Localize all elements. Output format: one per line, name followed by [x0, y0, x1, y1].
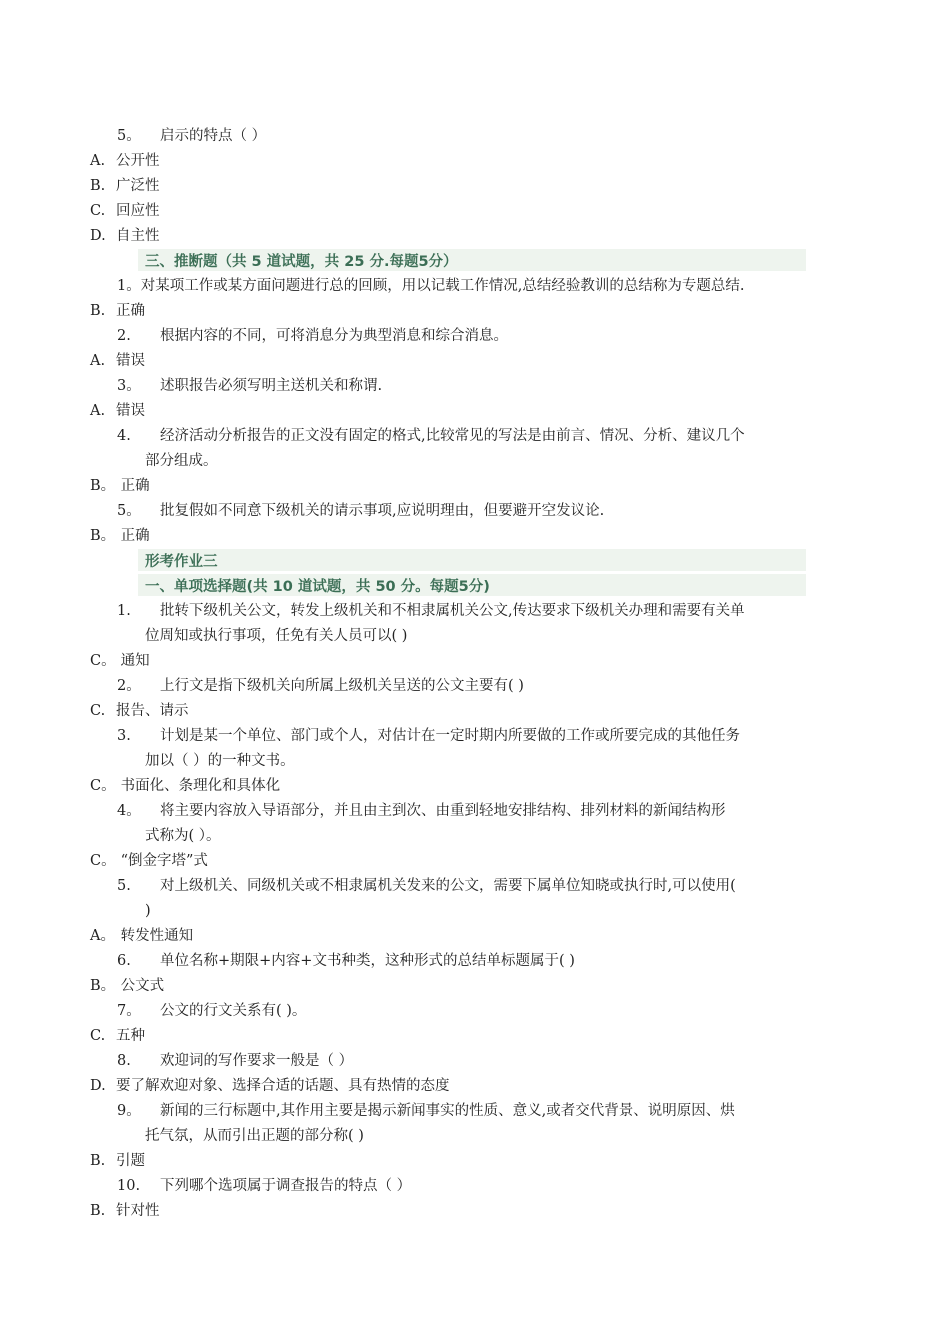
- answer-option-text: 公开性: [116, 153, 160, 169]
- answer-option-letter: B.: [90, 178, 106, 194]
- answer-option-letter: C.: [90, 203, 106, 219]
- question-text: 计划是某一个单位、部门或个人，对估计在一定时期内所要做的工作或所要完成的其他任务: [160, 728, 740, 744]
- answer-option-letter: A.: [90, 403, 106, 419]
- answer-option-text: 回应性: [116, 203, 160, 219]
- question-number: 10.: [117, 1178, 141, 1194]
- answer-option-text: “倒金字塔”式: [116, 853, 208, 869]
- answer-option-text: 正确: [116, 528, 150, 544]
- answer-option-letter: A。: [90, 928, 115, 944]
- section-heading-text: 一、单项选择题(共 10 道试题，共 50 分。每题5分): [145, 579, 490, 595]
- answer-option-letter: B。: [90, 978, 116, 994]
- answer-option-text: 自主性: [116, 228, 160, 244]
- section-heading: [138, 549, 806, 571]
- question-text: 1。对某项工作或某方面问题进行总的回顾，用以记载工作情况,总结经验教训的总结称为专题总结.: [117, 278, 745, 294]
- answer-option: [90, 851, 208, 871]
- answer-option: [90, 226, 160, 246]
- answer-option-text: 通知: [116, 653, 150, 669]
- answer-option-letter: C.: [90, 1028, 106, 1044]
- question-continuation: 式称为( ）。: [145, 828, 221, 844]
- answer-option-text: 引题: [116, 1153, 145, 1169]
- question-text: 批转下级机关公文，转发上级机关和不相隶属机关公文,传达要求下级机关办理和需要有关单: [160, 603, 745, 619]
- question-number: 5。: [117, 503, 141, 519]
- answer-option-letter: B。: [90, 478, 116, 494]
- question-number: 3。: [117, 378, 141, 394]
- question-text: 对上级机关、同级机关或不相隶属机关发来的公文，需要下属单位知晓或执行时,可以使用(: [160, 878, 736, 894]
- answer-option-text: 正确: [116, 303, 145, 319]
- question-number: 2。: [117, 678, 141, 694]
- question-text: 下列哪个选项属于调查报告的特点（ ）: [160, 1178, 412, 1194]
- answer-option: [90, 1076, 450, 1096]
- answer-option: [90, 176, 160, 196]
- question-text: 经济活动分析报告的正文没有固定的格式,比较常见的写法是由前言、情况、分析、建议几个: [160, 428, 745, 444]
- answer-option-letter: C。: [90, 853, 116, 869]
- section-heading: [138, 249, 806, 271]
- answer-option-letter: B。: [90, 528, 116, 544]
- answer-option: [90, 351, 145, 371]
- answer-option: [90, 776, 280, 796]
- question-text: 单位名称+期限+内容+文书种类，这种形式的总结单标题属于( ): [160, 953, 575, 969]
- question-number: 9。: [117, 1103, 141, 1119]
- answer-option-letter: D.: [90, 1078, 106, 1094]
- question-number: 8.: [117, 1053, 131, 1069]
- question-text: 将主要内容放入导语部分，并且由主到次、由重到轻地安排结构、排列材料的新闻结构形: [160, 803, 726, 819]
- question-text: 上行文是指下级机关向所属上级机关呈送的公文主要有( ): [160, 678, 524, 694]
- answer-option-letter: B.: [90, 1153, 106, 1169]
- question-text: 欢迎词的写作要求一般是（ ）: [160, 1053, 354, 1069]
- question-text: 根据内容的不同，可将消息分为典型消息和综合消息。: [160, 328, 508, 344]
- question-continuation: ): [145, 903, 151, 919]
- answer-option-letter: C。: [90, 778, 116, 794]
- question-number: 7。: [117, 1003, 141, 1019]
- answer-option-letter: B.: [90, 1203, 106, 1219]
- answer-option: [90, 401, 145, 421]
- question-number: 5。: [117, 128, 141, 144]
- answer-option-letter: A.: [90, 153, 106, 169]
- question-number: 2.: [117, 328, 131, 344]
- question-number: 6.: [117, 953, 131, 969]
- question-number: 5.: [117, 878, 131, 894]
- section-heading-text: 形考作业三: [145, 554, 218, 570]
- answer-option: [90, 301, 145, 321]
- answer-option-text: 公文式: [116, 978, 165, 994]
- question-text: 公文的行文关系有( )。: [160, 1003, 307, 1019]
- question-continuation: 部分组成。: [145, 453, 218, 469]
- answer-option-letter: B.: [90, 303, 106, 319]
- answer-option: [90, 701, 189, 721]
- question-number: 4。: [117, 803, 141, 819]
- question-number: 4.: [117, 428, 131, 444]
- question-number: 1.: [117, 603, 131, 619]
- question-text: 述职报告必须写明主送机关和称谓.: [160, 378, 383, 394]
- question-text: 启示的特点（ ）: [160, 128, 267, 144]
- answer-option: [90, 926, 193, 946]
- answer-option: [90, 201, 160, 221]
- answer-option: [90, 1026, 145, 1046]
- question-text: 新闻的三行标题中,其作用主要是揭示新闻事实的性质、意义,或者交代背景、说明原因、烘: [160, 1103, 735, 1119]
- answer-option-text: 错误: [116, 353, 145, 369]
- answer-option: [90, 1201, 160, 1221]
- answer-option: [90, 476, 150, 496]
- question-number: 3.: [117, 728, 131, 744]
- answer-option-text: 五种: [116, 1028, 145, 1044]
- section-heading: [138, 574, 806, 596]
- answer-option-text: 要了解欢迎对象、选择合适的话题、具有热情的态度: [116, 1078, 450, 1094]
- answer-option-text: 广泛性: [116, 178, 160, 194]
- question-text: 批复假如不同意下级机关的请示事项,应说明理由，但要避开空发议论.: [160, 503, 605, 519]
- answer-option: [90, 151, 160, 171]
- answer-option-text: 错误: [116, 403, 145, 419]
- answer-option-text: 针对性: [116, 1203, 160, 1219]
- answer-option-letter: A.: [90, 353, 106, 369]
- question-continuation: 位周知或执行事项，任免有关人员可以( ): [145, 628, 408, 644]
- answer-option: [90, 1151, 145, 1171]
- answer-option-text: 正确: [116, 478, 150, 494]
- answer-option-letter: D.: [90, 228, 106, 244]
- answer-option-text: 书面化、条理化和具体化: [116, 778, 281, 794]
- answer-option-text: 报告、请示: [116, 703, 189, 719]
- answer-option-letter: C。: [90, 653, 116, 669]
- answer-option: [90, 976, 164, 996]
- question-continuation: 加以（ ）的一种文书。: [145, 753, 295, 769]
- answer-option: [90, 526, 150, 546]
- section-heading-text: 三、推断题（共 5 道试题，共 25 分.每题5分）: [145, 254, 458, 270]
- answer-option-text: 转发性通知: [116, 928, 194, 944]
- answer-option: [90, 651, 150, 671]
- question-continuation: 托气氛，从而引出正题的部分称( ): [145, 1128, 364, 1144]
- answer-option-letter: C.: [90, 703, 106, 719]
